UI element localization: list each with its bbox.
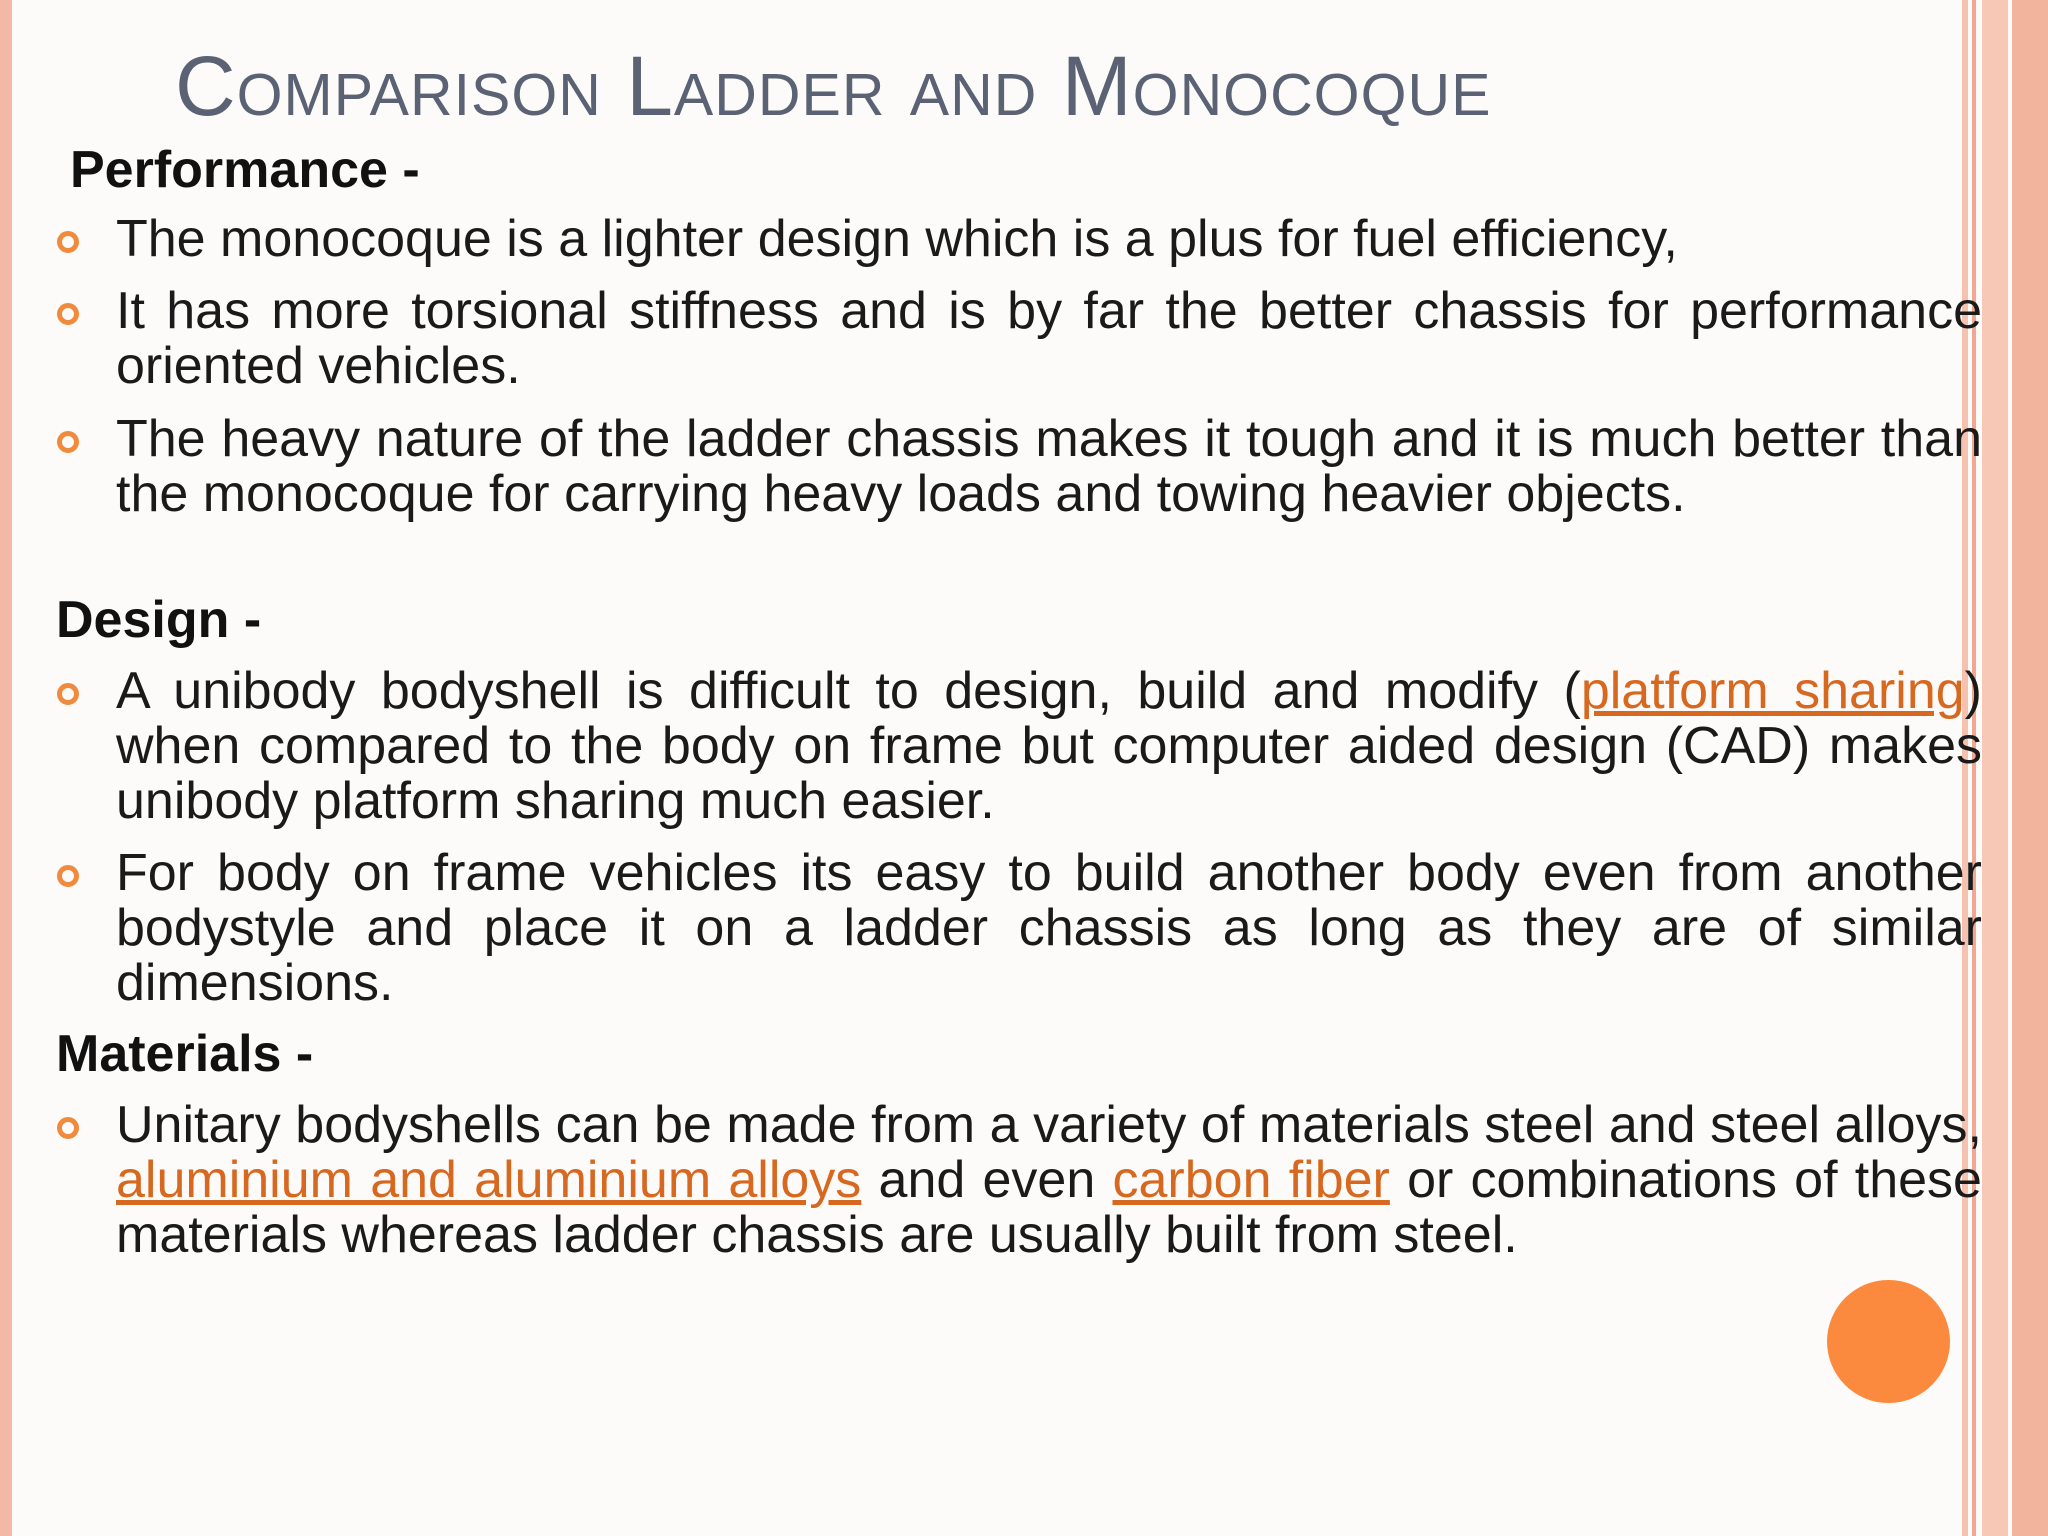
aluminium-link[interactable]: aluminium and aluminium alloys (116, 1151, 862, 1209)
text-fragment: and even (861, 1151, 1113, 1209)
bullet-text: The heavy nature of the ladder chassis makes it tough and it is much better than the monocoque for carrying heavy loads and towing heavier objects. (116, 410, 1982, 523)
left-border-decoration (0, 0, 12, 1536)
carbon-fiber-link[interactable]: carbon fiber (1112, 1151, 1390, 1209)
bullet-text: For body on frame vehicles its easy to build another body even from another bodystyle and place it on a ladder chassis as long as they are of similar dimensions. (116, 844, 1982, 1012)
text-fragment: or combinations of these materials whereas ladder chassis are usually built from steel. (116, 1151, 1982, 1264)
bullet-icon (56, 230, 80, 254)
bullet-text (116, 664, 1982, 829)
bullet-text: The monocoque is a lighter design which is a plus for fuel efficiency, (116, 210, 1678, 268)
heading-performance: Performance - (70, 141, 420, 199)
bullet-icon (56, 864, 80, 888)
platform-sharing-link[interactable]: platform sharing (1580, 662, 1965, 720)
heading-design: Design - (56, 591, 262, 649)
text-fragment: A unibody bodyshell is difficult to design, build and modify ( (116, 662, 1581, 720)
slide-title: Comparison Ladder and Monocoque (175, 39, 1492, 133)
bullet-text (116, 1098, 1982, 1263)
bullet-text: It has more torsional stiffness and is by far the better chassis for performance oriented vehicles. (116, 282, 1982, 395)
right-stripe (1982, 0, 2008, 1536)
bullet-icon (56, 430, 80, 454)
bullet-icon (56, 682, 80, 706)
text-fragment: ) when compared to the body on frame but computer aided design (CAD) makes unibody platform sharing much easier. (116, 662, 1982, 830)
heading-materials: Materials - (56, 1025, 314, 1083)
accent-circle (1827, 1280, 1950, 1403)
text-fragment: Unitary bodyshells can be made from a variety of materials steel and steel alloys, (116, 1096, 1982, 1154)
bullet-icon (56, 302, 80, 326)
bullet-icon (56, 1116, 80, 1140)
right-stripe (2012, 0, 2048, 1536)
